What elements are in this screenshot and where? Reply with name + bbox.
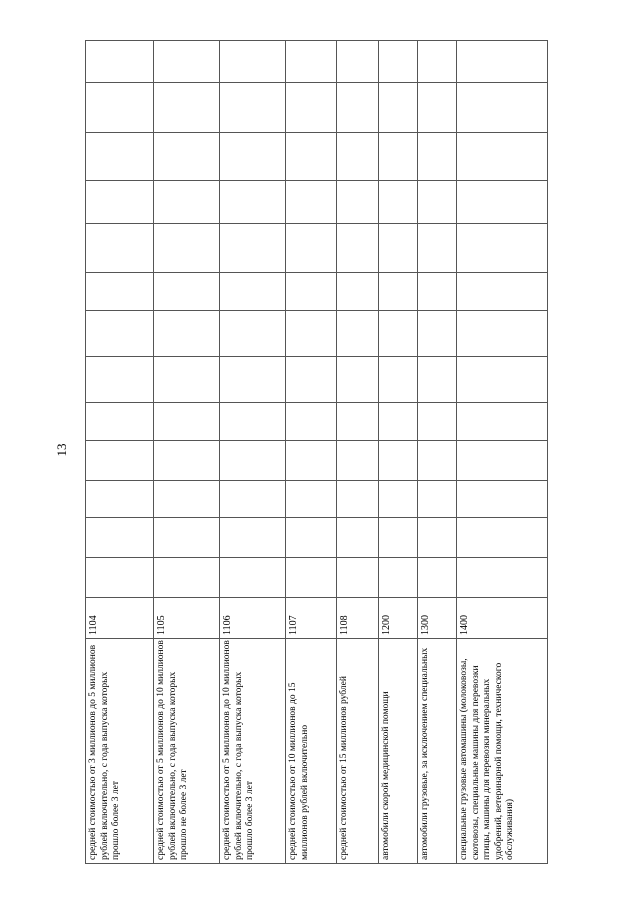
table-grid-hline [85,82,548,83]
row-description: средней стоимостью от 10 миллионов до 15 миллионов рублей включительно [288,682,310,860]
table-grid-hline [85,223,548,224]
row-description: средней стоимостью от 15 миллионов рублей [339,676,349,860]
table-grid-hline [85,440,548,441]
table-grid-hline [85,40,548,41]
row-description: автомобили скорой медицинской помощи [381,691,391,860]
row-code: 1107 [288,615,299,635]
row-code: 1104 [88,615,99,635]
table-grid-hline [85,638,548,639]
table-grid-vline [547,40,548,864]
table-grid-vline [285,40,286,864]
table-grid-vline [219,40,220,864]
table-grid-vline [417,40,418,864]
row-description: средней стоимостью от 5 миллионов до 10 миллионов рублей включительно, с года выпуска которых прошло более 3 лет [222,640,255,860]
table-grid-vline [456,40,457,864]
table-grid-vline [153,40,154,864]
table-grid-hline [85,863,548,864]
table-grid-hline [85,356,548,357]
row-code: 1106 [222,615,233,635]
table-grid-hline [85,180,548,181]
table-grid-hline [85,480,548,481]
row-code: 1400 [459,615,470,635]
row-code: 1108 [339,615,350,635]
row-code: 1105 [156,615,167,635]
table-grid-hline [85,132,548,133]
table-grid-hline [85,272,548,273]
table-grid-hline [85,517,548,518]
page-number: 13 [54,443,69,457]
row-description: средней стоимостью от 3 миллионов до 5 миллионов рублей включительно, с года выпуска которых прошло более 3 лет [88,644,121,860]
table-grid-vline [85,40,86,864]
table-grid-hline [85,402,548,403]
row-code: 1300 [420,615,431,635]
table-grid-hline [85,557,548,558]
table-grid-vline [378,40,379,864]
row-description: специальные грузовые автомашины (молоковозы, скотовозы, специальные машины для перевозки птицы, машины для перевозки минеральных удобрений, ветеринарной помощи, технического обслуживания) [459,658,515,860]
table-grid-vline [336,40,337,864]
row-code: 1200 [381,615,392,635]
table-grid-hline [85,310,548,311]
row-description: автомобили грузовые, за исключением специальных [420,647,430,860]
data-table [85,40,548,864]
row-description: средней стоимостью от 5 миллионов до 10 миллионов рублей включительно, с года выпуска которых прошло не более 3 лет [156,640,189,860]
